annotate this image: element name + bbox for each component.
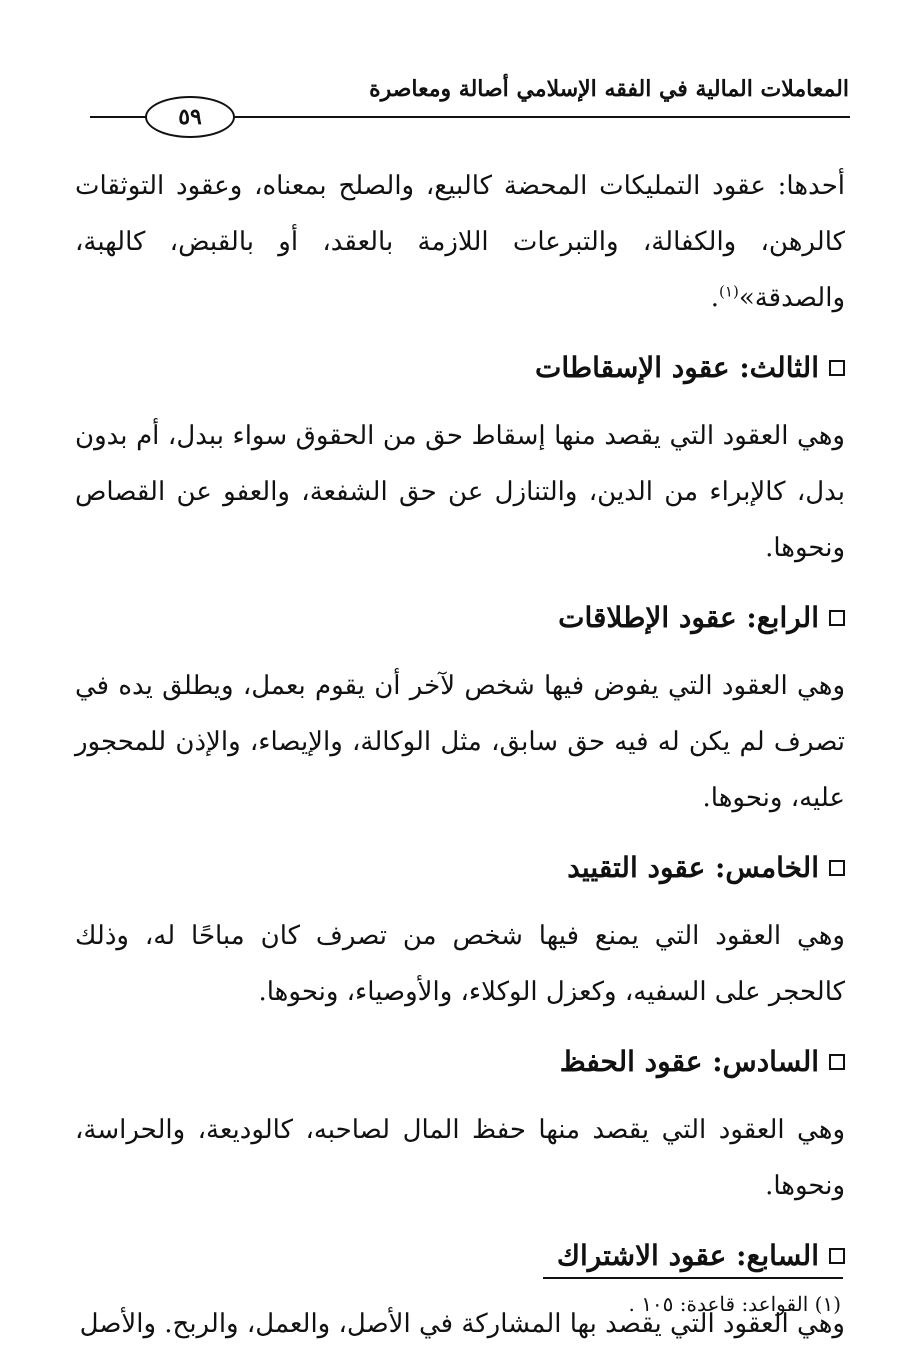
- footnote-ref: (١): [719, 282, 739, 301]
- section-paragraph-4: وهي العقود التي يفوض فيها شخص لآخر أن يقوم بعمل، ويطلق يده في تصرف لم يكن له فيه حق سابق، مثل الوكالة، والإيصاء، والإذن للمحجور عليه، ونحوها.: [75, 671, 845, 813]
- section-heading-label: الثالث: عقود الإسقاطات: [534, 351, 819, 384]
- section-paragraph-7: وهي العقود التي يقصد بها المشاركة في الأصل، والعمل، والربح. والأصل: [79, 1309, 845, 1339]
- section-heading-6: [75, 1034, 845, 1090]
- section-heading-label: الخامس: عقود التقييد: [567, 851, 819, 884]
- section-heading-7: [75, 1228, 845, 1284]
- square-bullet-icon: [829, 360, 845, 376]
- footnote-rule: [543, 1277, 843, 1279]
- running-header-title: المعاملات المالية في الفقه الإسلامي أصالة ومعاصرة: [369, 76, 849, 102]
- section-heading-5: [75, 840, 845, 896]
- section-paragraph-6: وهي العقود التي يقصد منها حفظ المال لصاحبه، كالوديعة، والحراسة، ونحوها.: [75, 1115, 845, 1201]
- section-heading-4: [75, 590, 845, 646]
- body-text: [75, 158, 845, 1352]
- intro-end: .: [710, 283, 720, 313]
- footnote: (١) القواعد: قاعدة: ١٠٥ .: [628, 1292, 841, 1316]
- section-heading-3: [75, 340, 845, 396]
- square-bullet-icon: [829, 1054, 845, 1070]
- page-number-badge: ٥٩: [145, 96, 235, 138]
- square-bullet-icon: [829, 860, 845, 876]
- section-heading-label: السادس: عقود الحفظ: [559, 1045, 819, 1078]
- square-bullet-icon: [829, 610, 845, 626]
- section-heading-label: الرابع: عقود الإطلاقات: [558, 601, 819, 634]
- intro-paragraph: [75, 158, 845, 326]
- section-heading-label: السابع: عقود الاشتراك: [556, 1239, 819, 1272]
- intro-text: أحدها: عقود التمليكات المحضة كالبيع، والصلح بمعناه، وعقود التوثقات كالرهن، والكفالة، والتبرعات اللازمة بالعقد، أو بالقبض، كالهبة، والصدقة»: [75, 171, 845, 313]
- section-paragraph-5: وهي العقود التي يمنع فيها شخص من تصرف كان مباحًا له، وذلك كالحجر على السفيه، وكعزل الوكلاء، والأوصياء، ونحوها.: [75, 921, 845, 1007]
- square-bullet-icon: [829, 1248, 845, 1264]
- section-paragraph-3: وهي العقود التي يقصد منها إسقاط حق من الحقوق سواء ببدل، أم بدون بدل، كالإبراء من الدين، والتنازل عن حق الشفعة، والعفو عن القصاص ونحوها.: [75, 421, 845, 563]
